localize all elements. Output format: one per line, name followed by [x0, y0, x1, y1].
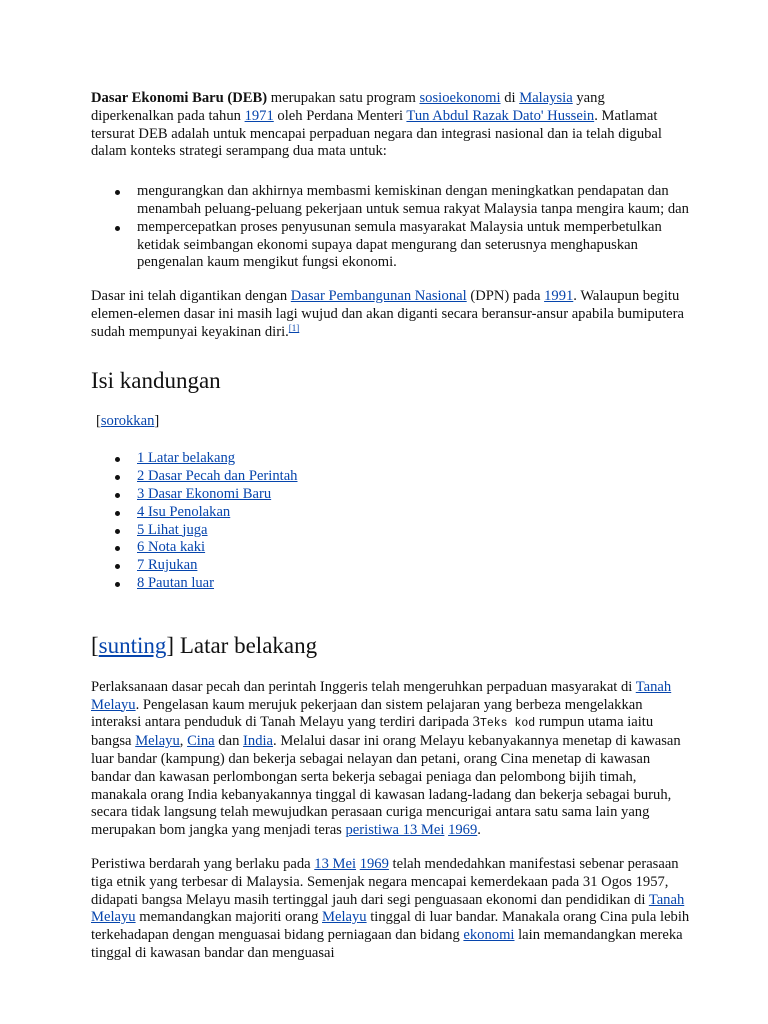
paragraph-text: (DPN) pada — [466, 288, 545, 305]
toc-link-pautan-luar[interactable]: 8 Pautan luar — [137, 574, 215, 591]
toc-item — [137, 504, 691, 522]
link-peristiwa-13-mei[interactable]: peristiwa 13 Mei — [345, 822, 445, 839]
link-tun-abdul-razak[interactable]: Tun Abdul Razak Dato' Hussein — [406, 107, 595, 124]
paragraph-text: , — [179, 733, 188, 750]
paragraph-text: Peristiwa berdarah yang berlaku pada — [91, 855, 315, 872]
toc-link-rujukan[interactable]: 7 Rujukan — [137, 557, 198, 574]
code-text: Teks kod — [479, 717, 536, 731]
intro-paragraph — [91, 90, 691, 161]
intro-text: oleh Perdana Menteri — [273, 107, 407, 124]
link-tanah-melayu[interactable]: Tanah Melayu — [91, 678, 672, 713]
toc-link-nota-kaki[interactable]: 6 Nota kaki — [137, 539, 206, 556]
link-india[interactable]: India — [243, 733, 274, 750]
paragraph-text: lain memandangkan mereka tinggal di kawasan bandar dan menguasai — [91, 927, 683, 961]
toc-item — [137, 468, 691, 486]
strategy-item: mengurangkan dan akhirnya membasmi kemiskinan dengan meningkatkan pendapatan dan menambah peluang-peluang pekerjaan untuk semua rakyat Malaysia tanpa mengira kaum; dan — [137, 183, 691, 219]
paragraph-text: . Pengelasan kaum merujuk pekerjaan dan sistem pelajaran yang berbeza mengelakkan interaksi antara penduduk di Tanah Melayu yang terdiri daripada 3 — [91, 696, 643, 731]
intro-text: yang diperkenalkan pada tahun — [91, 90, 605, 124]
link-1969[interactable]: 1969 — [359, 855, 389, 872]
link-13-mei[interactable]: 13 Mei — [314, 855, 357, 872]
link-dasar-pembangunan-nasional[interactable]: Dasar Pembangunan Nasional — [290, 288, 467, 305]
replacement-paragraph — [91, 288, 691, 341]
toc-link-lihat-juga[interactable]: 5 Lihat juga — [137, 521, 208, 538]
paragraph-text: dan — [214, 733, 244, 750]
toc-hide-link[interactable]: sorokkan — [100, 412, 155, 429]
paragraph-text: . — [477, 822, 481, 839]
article-body — [91, 90, 691, 963]
bracket: ] — [166, 632, 175, 658]
link-1971[interactable]: 1971 — [244, 107, 274, 124]
paragraph-text: Perlaksanaan dasar pecah dan perintah Inggeris telah mengeruhkan perpaduan masyarakat di — [91, 678, 636, 695]
link-tanah-melayu[interactable]: Tanah Melayu — [91, 891, 685, 926]
strategy-list — [91, 183, 691, 272]
toc-item — [137, 557, 691, 575]
toc-item — [137, 575, 691, 593]
toc-link-dasar-pecah-dan-perintah[interactable]: 2 Dasar Pecah dan Perintah — [137, 468, 298, 485]
toc-link-dasar-ekonomi-baru[interactable]: 3 Dasar Ekonomi Baru — [137, 485, 272, 502]
link-melayu[interactable]: Melayu — [135, 733, 180, 750]
link-melayu[interactable]: Melayu — [322, 909, 367, 926]
paragraph-text: tinggal di luar bandar. Manakala orang Cina pula lebih terkehadapan dengan menguasai bidang perniagaan dan bidang — [91, 909, 690, 944]
toc-item — [137, 450, 691, 468]
link-1969[interactable]: 1969 — [448, 822, 478, 839]
paragraph-text: Dasar ini telah digantikan dengan — [91, 288, 291, 305]
link-ekonomi[interactable]: ekonomi — [463, 927, 515, 944]
strategy-item: mempercepatkan proses penyusunan semula masyarakat Malaysia untuk memperbetulkan ketidak seimbangan ekonomi supaya dapat mengurang dan seterusnya menghapuskan pengenalan kaum mengikut fungsi ekonomi. — [137, 219, 691, 272]
toc-link-isu-penolakan[interactable]: 4 Isu Penolakan — [137, 503, 231, 520]
toc-link-latar-belakang[interactable]: 1 Latar belakang — [137, 450, 236, 467]
toc-toggle — [91, 413, 691, 431]
paragraph-text: rumpun utama iaitu bangsa — [91, 714, 654, 750]
background-paragraph-2 — [91, 856, 691, 963]
toc-heading: Isi kandungan — [91, 367, 221, 393]
toc-list — [91, 450, 691, 592]
section-title: Latar belakang — [174, 632, 318, 658]
background-paragraph-1 — [91, 679, 691, 840]
article-title-bold: Dasar Ekonomi Baru (DEB) — [91, 90, 268, 106]
link-sosioekonomi[interactable]: sosioekonomi — [419, 90, 501, 106]
bracket: [ — [91, 632, 99, 658]
link-1991[interactable]: 1991 — [544, 288, 574, 305]
link-malaysia[interactable]: Malaysia — [519, 90, 573, 106]
paragraph-text: . Melalui dasar ini orang Melayu kebanyakannya menetap di kawasan luar bandar (kampung) dan bekerja sebagai nelayan dan petani, orang Cina menetap di kawasan bandar dan kawasan perlombongan serta bekerja sebagai peniaga dan pelombong bijih timah, manakala orang India kebanyakannya tinggal di kawasan ladang-ladang dan bekerja sebagai buruh, secara tidak langsung telah mewujudkan perasaan curiga mencurigai antara satu sama lain yang merupakan bom jangka yang menjadi teras — [91, 733, 681, 839]
link-cina[interactable]: Cina — [187, 733, 215, 750]
paragraph-text: . Walaupun begitu elemen-elemen dasar ini masih lagi wujud dan akan diganti secara beransur-ansur apabila bumiputera sudah mempunyai keyakinan diri. — [91, 288, 684, 340]
bracket: [ — [96, 412, 101, 429]
intro-text: . Matlamat tersurat DEB adalah untuk mencapai perpaduan negara dan integrasi nasional dan ia telah digubal dalam konteks strategi serampang dua mata untuk: — [91, 107, 662, 160]
paragraph-text: memandangkan majoriti orang — [135, 909, 323, 926]
paragraph-text: telah mendedahkan manifestasi sebenar perasaan tiga etnik yang terbesar di Malaysia. Semenjak negara mencapai kemerdekaan pada 31 Ogos 1957, didapati bangsa Melayu masih tertinggal jauh dari segi penguasaan ekonomi dan pendidikan di — [91, 855, 679, 908]
intro-text: di — [500, 90, 520, 106]
section-heading-latar-belakang — [91, 632, 691, 660]
toc-item — [137, 539, 691, 557]
bracket: ] — [154, 412, 160, 429]
edit-section-link[interactable]: sunting — [98, 632, 167, 658]
toc-item — [137, 522, 691, 540]
intro-text: merupakan satu program — [267, 90, 420, 106]
toc-item — [137, 486, 691, 504]
footnote-ref-1[interactable]: [1] — [288, 322, 300, 333]
